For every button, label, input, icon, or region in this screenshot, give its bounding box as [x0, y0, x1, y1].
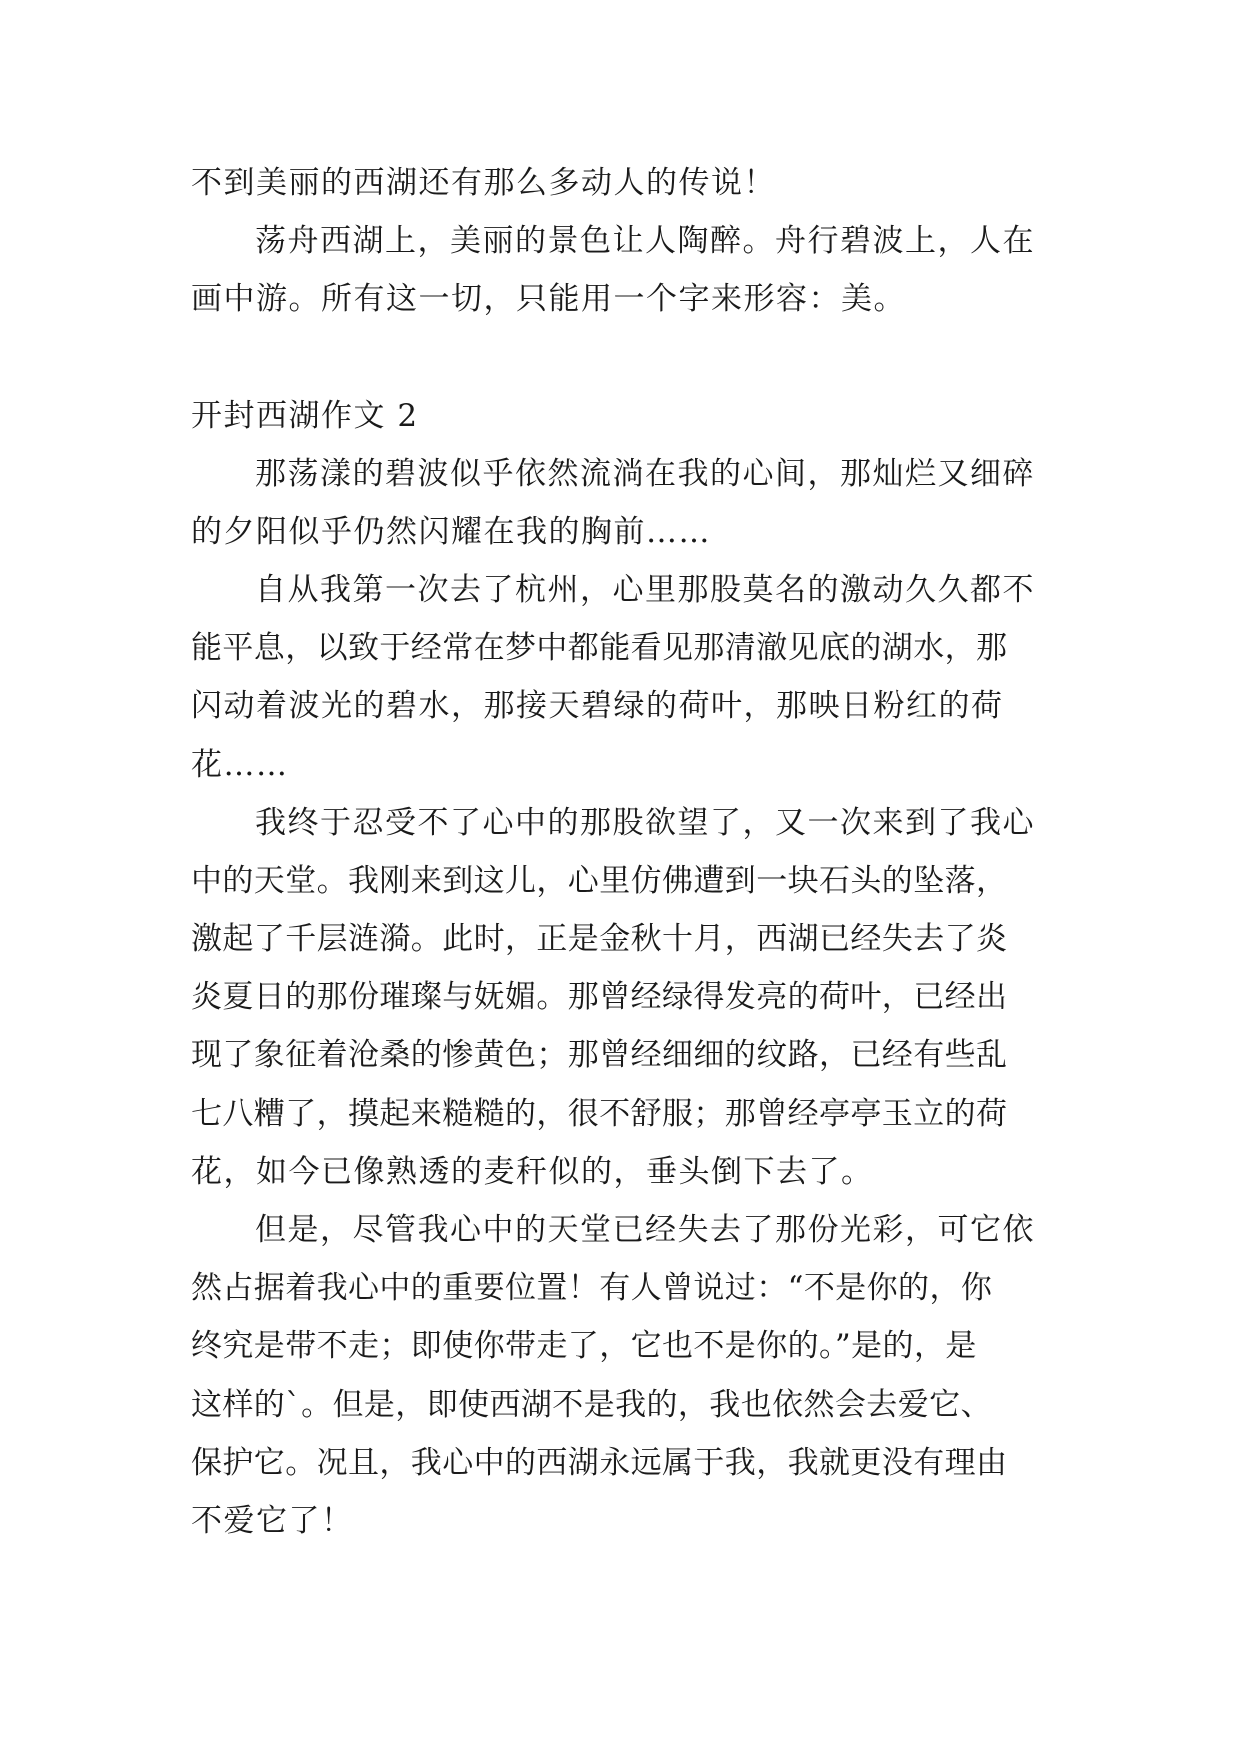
text-line: 那荡漾的碧波似乎依然流淌在我的心间，那灿烂又细碎	[255, 455, 1035, 492]
text-line: 不爱它了！	[191, 1502, 354, 1539]
text-line: 花……	[191, 746, 289, 783]
text-line: 但是，尽管我心中的天堂已经失去了那份光彩，可它依	[255, 1212, 1035, 1248]
paragraph-1	[191, 445, 1051, 561]
text-line: 炎夏日的那份璀璨与妩媚。那曾经绿得发亮的荷叶，已经出	[191, 979, 1008, 1016]
text-line: 这样的`。但是，即使西湖不是我的，我也依然会去爱它、	[191, 1386, 992, 1423]
text-line: 自从我第一次去了杭州，心里那股莫名的激动久久都不	[255, 571, 1035, 608]
essay-title: 开封西湖作文 2	[191, 397, 419, 434]
text-line: 中的天堂。我刚来到这儿，心里仿佛遭到一块石头的坠落，	[191, 862, 1008, 899]
text-line: 荡舟西湖上，美丽的景色让人陶醉。舟行碧波上，人在	[255, 223, 1035, 260]
text-line: 终究是带不走；即使你带走了，它也不是你的。”是的，是	[191, 1328, 977, 1365]
paragraph-intro-2	[191, 212, 1051, 328]
text-line: 保护它。况且，我心中的西湖永远属于我，我就更没有理由	[191, 1444, 1008, 1481]
text-line: 激起了千层涟漪。此时，正是金秋十月，西湖已经失去了炎	[191, 921, 1008, 958]
paragraph-4	[191, 1201, 1051, 1550]
document-page	[191, 154, 1051, 1550]
text-line: 我终于忍受不了心中的那股欲望了，又一次来到了我心	[255, 804, 1035, 841]
text-line: 画中游。所有这一切，只能用一个字来形容：美。	[191, 281, 906, 318]
text-line: 的夕阳似乎仍然闪耀在我的胸前……	[191, 513, 711, 550]
paragraph-3	[191, 794, 1051, 1201]
text-line: 不到美丽的西湖还有那么多动人的传说！	[191, 165, 776, 201]
text-line: 闪动着波光的碧水，那接天碧绿的荷叶，那映日粉红的荷	[191, 688, 1004, 725]
paragraph-2	[191, 561, 1051, 794]
text-line: 能平息，以致于经常在梦中都能看见那清澈见底的湖水，那	[191, 630, 1008, 667]
text-line: 七八糟了，摸起来糙糙的，很不舒服；那曾经亭亭玉立的荷	[191, 1095, 1008, 1132]
text-line: 花，如今已像熟透的麦秆似的，垂头倒下去了。	[191, 1153, 874, 1190]
paragraph-intro-tail	[191, 154, 1051, 212]
text-line: 现了象征着沧桑的惨黄色；那曾经细细的纹路，已经有些乱	[191, 1037, 1008, 1074]
text-line: 然占据着我心中的重要位置！有人曾说过：“不是你的，你	[191, 1270, 993, 1307]
